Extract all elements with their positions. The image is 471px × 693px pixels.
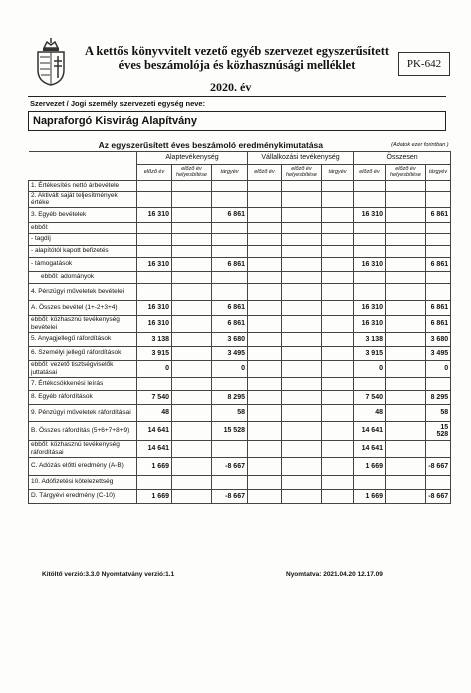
value-cell: -8 667 — [212, 489, 248, 503]
value-cell — [282, 377, 322, 390]
row-label: 3. Egyéb bevételek — [29, 207, 137, 222]
value-cell — [386, 257, 426, 271]
value-cell — [354, 233, 386, 245]
value-cell — [172, 390, 212, 404]
value-cell — [282, 180, 322, 191]
table-row — [29, 245, 451, 257]
table-row — [29, 421, 451, 440]
value-cell — [248, 332, 282, 346]
value-cell — [172, 475, 212, 489]
value-cell: 3 495 — [426, 346, 451, 360]
value-cell — [248, 346, 282, 360]
column-subheader: előző év — [248, 164, 282, 180]
value-cell — [322, 475, 354, 489]
row-label: A. Összes bevétel (1+-2+3+4) — [29, 300, 137, 315]
value-cell — [322, 222, 354, 233]
column-subheader: előző év — [354, 164, 386, 180]
value-cell: 6 861 — [212, 257, 248, 271]
title-line-1: A kettős könyvvitelt vezető egyéb szervezet egyszerűsített — [84, 44, 390, 58]
unit-note: (Adatok ezer forintban ) — [391, 142, 449, 149]
value-cell: 1 669 — [354, 489, 386, 503]
value-cell: 6 861 — [426, 300, 451, 315]
row-label: - alapítótól kapott befizetés — [29, 245, 137, 257]
row-label: 5. Anyagjellegű ráfordítások — [29, 332, 137, 346]
footer-version: Kitöltő verzió:3.3.0 Nyomtatvány verzió:1.1 — [42, 571, 175, 578]
value-cell — [426, 222, 451, 233]
footer-printed: Nyomtatva: 2021.04.20 12.17.09 — [286, 571, 383, 578]
value-cell — [322, 377, 354, 390]
value-cell — [426, 440, 451, 457]
value-cell — [172, 271, 212, 283]
table-row — [29, 222, 451, 233]
org-name: Napraforgó Kisvirág Alapítvány — [33, 115, 198, 127]
value-cell — [386, 207, 426, 222]
org-label: Szervezet / Jogi személy szervezeti egység neve: — [30, 99, 206, 108]
value-cell — [212, 271, 248, 283]
value-cell — [248, 315, 282, 332]
value-cell — [248, 283, 282, 300]
value-cell — [386, 475, 426, 489]
value-cell — [386, 245, 426, 257]
value-cell — [172, 222, 212, 233]
value-cell: 7 540 — [137, 390, 172, 404]
value-cell — [354, 180, 386, 191]
column-subheader: előző év helyesbítése — [386, 164, 426, 180]
column-subheader: tárgyév — [322, 164, 354, 180]
table-row — [29, 404, 451, 421]
value-cell — [172, 346, 212, 360]
value-cell — [322, 207, 354, 222]
row-label: ebből: adományok — [29, 271, 137, 283]
value-cell: 58 — [212, 404, 248, 421]
header-spacer — [29, 151, 137, 180]
value-cell — [322, 180, 354, 191]
value-cell — [282, 475, 322, 489]
table-row — [29, 233, 451, 245]
table-row — [29, 271, 451, 283]
table-row — [29, 360, 451, 377]
value-cell — [386, 180, 426, 191]
value-cell: 14 641 — [137, 421, 172, 440]
column-subheader: tárgyév — [426, 164, 451, 180]
value-cell: 6 861 — [212, 207, 248, 222]
value-cell: 0 — [354, 360, 386, 377]
value-cell — [322, 233, 354, 245]
row-label: 2. Aktivált saját teljesítmények értéke — [29, 191, 137, 207]
hungarian-coat-of-arms-icon — [34, 38, 68, 86]
row-label: ebből: — [29, 222, 137, 233]
value-cell — [354, 271, 386, 283]
value-cell: 14 641 — [354, 421, 386, 440]
column-subheader: előző év helyesbítése — [282, 164, 322, 180]
value-cell — [354, 283, 386, 300]
value-cell: 0 — [137, 360, 172, 377]
value-cell: 3 680 — [426, 332, 451, 346]
value-cell — [282, 404, 322, 421]
value-cell — [386, 300, 426, 315]
value-cell: 1 669 — [137, 489, 172, 503]
row-label: C. Adózás előtti eredmény (A-B) — [29, 457, 137, 475]
value-cell: 6 861 — [212, 315, 248, 332]
value-cell — [354, 475, 386, 489]
value-cell — [322, 257, 354, 271]
value-cell: 3 138 — [354, 332, 386, 346]
value-cell — [248, 191, 282, 207]
value-cell — [212, 377, 248, 390]
row-label: 7. Értékcsökkenési leírás — [29, 377, 137, 390]
value-cell — [386, 377, 426, 390]
value-cell — [282, 489, 322, 503]
group-header: Alaptevékenység — [137, 151, 248, 164]
value-cell — [282, 283, 322, 300]
value-cell: 6 861 — [212, 300, 248, 315]
value-cell — [322, 191, 354, 207]
value-cell — [322, 421, 354, 440]
value-cell — [322, 315, 354, 332]
statement-rows — [29, 180, 451, 503]
value-cell — [386, 283, 426, 300]
value-cell — [282, 207, 322, 222]
value-cell — [172, 300, 212, 315]
row-label: ebből: közhasznú tevékenység bevételei — [29, 315, 137, 332]
value-cell — [172, 457, 212, 475]
form-code-box: PK-642 — [398, 52, 450, 76]
value-cell — [212, 191, 248, 207]
value-cell — [426, 180, 451, 191]
value-cell — [248, 360, 282, 377]
value-cell — [354, 377, 386, 390]
row-label: D. Tárgyévi eredmény (C-10) — [29, 489, 137, 503]
value-cell: 8 295 — [426, 390, 451, 404]
value-cell — [248, 180, 282, 191]
table-row — [29, 191, 451, 207]
value-cell — [354, 191, 386, 207]
value-cell — [386, 390, 426, 404]
value-cell — [248, 440, 282, 457]
value-cell — [426, 233, 451, 245]
value-cell — [172, 191, 212, 207]
value-cell — [354, 245, 386, 257]
value-cell: 6 861 — [426, 315, 451, 332]
group-header: Összesen — [354, 151, 451, 164]
value-cell: 15 528 — [212, 421, 248, 440]
table-row — [29, 457, 451, 475]
group-header-row — [29, 151, 451, 164]
value-cell — [282, 300, 322, 315]
value-cell — [137, 245, 172, 257]
value-cell: 16 310 — [137, 257, 172, 271]
table-row — [29, 257, 451, 271]
value-cell: 6 861 — [426, 257, 451, 271]
value-cell — [426, 377, 451, 390]
value-cell — [212, 222, 248, 233]
value-cell — [322, 360, 354, 377]
value-cell — [137, 377, 172, 390]
value-cell — [282, 233, 322, 245]
org-name-box — [28, 111, 446, 131]
value-cell: 14 641 — [354, 440, 386, 457]
value-cell — [322, 271, 354, 283]
value-cell — [248, 222, 282, 233]
value-cell — [386, 440, 426, 457]
table-row — [29, 180, 451, 191]
value-cell: 3 915 — [137, 346, 172, 360]
value-cell — [172, 332, 212, 346]
row-label: 4. Pénzügyi műveletek bevételei — [29, 283, 137, 300]
table-row — [29, 489, 451, 503]
value-cell — [282, 457, 322, 475]
value-cell — [172, 245, 212, 257]
value-cell — [248, 390, 282, 404]
statement-title: Az egyszerűsített éves beszámoló eredménykimutatása — [98, 140, 324, 151]
value-cell — [386, 404, 426, 421]
table-row — [29, 475, 451, 489]
value-cell — [248, 457, 282, 475]
value-cell — [386, 315, 426, 332]
value-cell — [137, 222, 172, 233]
table-row — [29, 283, 451, 300]
value-cell: 16 310 — [137, 207, 172, 222]
value-cell — [248, 207, 282, 222]
value-cell — [212, 233, 248, 245]
value-cell — [322, 346, 354, 360]
table-row — [29, 440, 451, 457]
value-cell — [248, 245, 282, 257]
value-cell — [137, 271, 172, 283]
value-cell — [282, 346, 322, 360]
value-cell — [172, 489, 212, 503]
value-cell: 16 310 — [354, 257, 386, 271]
value-cell: 16 310 — [354, 300, 386, 315]
value-cell — [282, 315, 322, 332]
value-cell — [282, 271, 322, 283]
value-cell — [386, 457, 426, 475]
value-cell: 0 — [426, 360, 451, 377]
value-cell — [212, 180, 248, 191]
value-cell — [386, 360, 426, 377]
value-cell: 15 528 — [426, 421, 451, 440]
value-cell — [386, 222, 426, 233]
value-cell — [172, 233, 212, 245]
value-cell — [282, 245, 322, 257]
value-cell: 48 — [354, 404, 386, 421]
row-label: - tagdíj — [29, 233, 137, 245]
value-cell — [172, 360, 212, 377]
value-cell — [172, 315, 212, 332]
value-cell — [322, 300, 354, 315]
value-cell — [212, 283, 248, 300]
value-cell: 7 540 — [354, 390, 386, 404]
value-cell — [386, 233, 426, 245]
table-row — [29, 346, 451, 360]
value-cell — [248, 233, 282, 245]
value-cell — [282, 421, 322, 440]
value-cell — [248, 300, 282, 315]
value-cell — [137, 191, 172, 207]
row-label: ebből: közhasznú tevékenység ráfordításai — [29, 440, 137, 457]
row-label: 1. Értékesítés nettó árbevétele — [29, 180, 137, 191]
value-cell — [212, 440, 248, 457]
value-cell — [172, 377, 212, 390]
value-cell — [248, 257, 282, 271]
value-cell — [282, 390, 322, 404]
value-cell: 3 915 — [354, 346, 386, 360]
group-header: Vállalkozási tevékenység — [248, 151, 354, 164]
value-cell — [322, 404, 354, 421]
value-cell — [426, 191, 451, 207]
value-cell — [172, 440, 212, 457]
value-cell — [282, 257, 322, 271]
value-cell — [248, 377, 282, 390]
value-cell — [426, 245, 451, 257]
value-cell — [386, 421, 426, 440]
value-cell — [248, 421, 282, 440]
value-cell — [137, 475, 172, 489]
column-subheader: előző év helyesbítése — [172, 164, 212, 180]
value-cell — [172, 421, 212, 440]
value-cell: 0 — [212, 360, 248, 377]
value-cell — [322, 283, 354, 300]
value-cell — [282, 222, 322, 233]
value-cell — [282, 360, 322, 377]
value-cell — [212, 245, 248, 257]
value-cell — [426, 271, 451, 283]
value-cell — [322, 390, 354, 404]
value-cell — [386, 489, 426, 503]
value-cell: 1 669 — [137, 457, 172, 475]
value-cell: 16 310 — [137, 300, 172, 315]
value-cell: 16 310 — [354, 315, 386, 332]
value-cell — [354, 222, 386, 233]
value-cell — [322, 457, 354, 475]
value-cell — [386, 346, 426, 360]
value-cell — [426, 283, 451, 300]
value-cell — [322, 440, 354, 457]
value-cell: 16 310 — [354, 207, 386, 222]
value-cell — [322, 245, 354, 257]
value-cell — [386, 332, 426, 346]
value-cell — [386, 191, 426, 207]
form-title — [78, 44, 396, 72]
table-row — [29, 332, 451, 346]
column-subheader: előző év — [137, 164, 172, 180]
statement-title-row — [29, 140, 451, 151]
title-line-2: éves beszámolója és közhasznúsági melléklet — [118, 58, 356, 72]
table-row — [29, 207, 451, 222]
row-label: B. Összes ráfordítás (5+6+7+8+9) — [29, 421, 137, 440]
value-cell — [282, 191, 322, 207]
value-cell: 6 861 — [426, 207, 451, 222]
table-row — [29, 377, 451, 390]
row-label: 9. Pénzügyi műveletek ráfordításai — [29, 404, 137, 421]
column-subheader: tárgyév — [212, 164, 248, 180]
row-label: - támogatások — [29, 257, 137, 271]
table-row — [29, 315, 451, 332]
value-cell — [322, 489, 354, 503]
value-cell: 58 — [426, 404, 451, 421]
value-cell: -8 667 — [426, 457, 451, 475]
value-cell: 3 138 — [137, 332, 172, 346]
row-label: ebből: vezető tisztségviselők juttatásai — [29, 360, 137, 377]
row-label: 6. Személyi jellegű ráfordítások — [29, 346, 137, 360]
value-cell: 14 641 — [137, 440, 172, 457]
value-cell — [172, 283, 212, 300]
value-cell — [172, 404, 212, 421]
report-year: 2020. év — [210, 80, 252, 94]
value-cell — [172, 180, 212, 191]
value-cell: 3 495 — [212, 346, 248, 360]
value-cell: -8 667 — [212, 457, 248, 475]
value-cell: 8 295 — [212, 390, 248, 404]
value-cell — [248, 475, 282, 489]
value-cell — [137, 283, 172, 300]
row-label: 8. Egyéb ráfordítások — [29, 390, 137, 404]
value-cell — [282, 332, 322, 346]
value-cell — [248, 489, 282, 503]
value-cell: 48 — [137, 404, 172, 421]
value-cell — [282, 440, 322, 457]
income-statement-table — [28, 140, 451, 504]
row-label: 10. Adófizetési kötelezettség — [29, 475, 137, 489]
value-cell — [137, 180, 172, 191]
value-cell — [426, 475, 451, 489]
value-cell — [137, 233, 172, 245]
value-cell — [248, 271, 282, 283]
table-row — [29, 300, 451, 315]
value-cell: -8 667 — [426, 489, 451, 503]
value-cell — [172, 257, 212, 271]
divider — [28, 96, 446, 97]
value-cell: 1 669 — [354, 457, 386, 475]
value-cell — [322, 332, 354, 346]
value-cell — [386, 271, 426, 283]
value-cell: 3 680 — [212, 332, 248, 346]
value-cell: 16 310 — [137, 315, 172, 332]
value-cell — [248, 404, 282, 421]
table-row — [29, 390, 451, 404]
value-cell — [212, 475, 248, 489]
value-cell — [172, 207, 212, 222]
